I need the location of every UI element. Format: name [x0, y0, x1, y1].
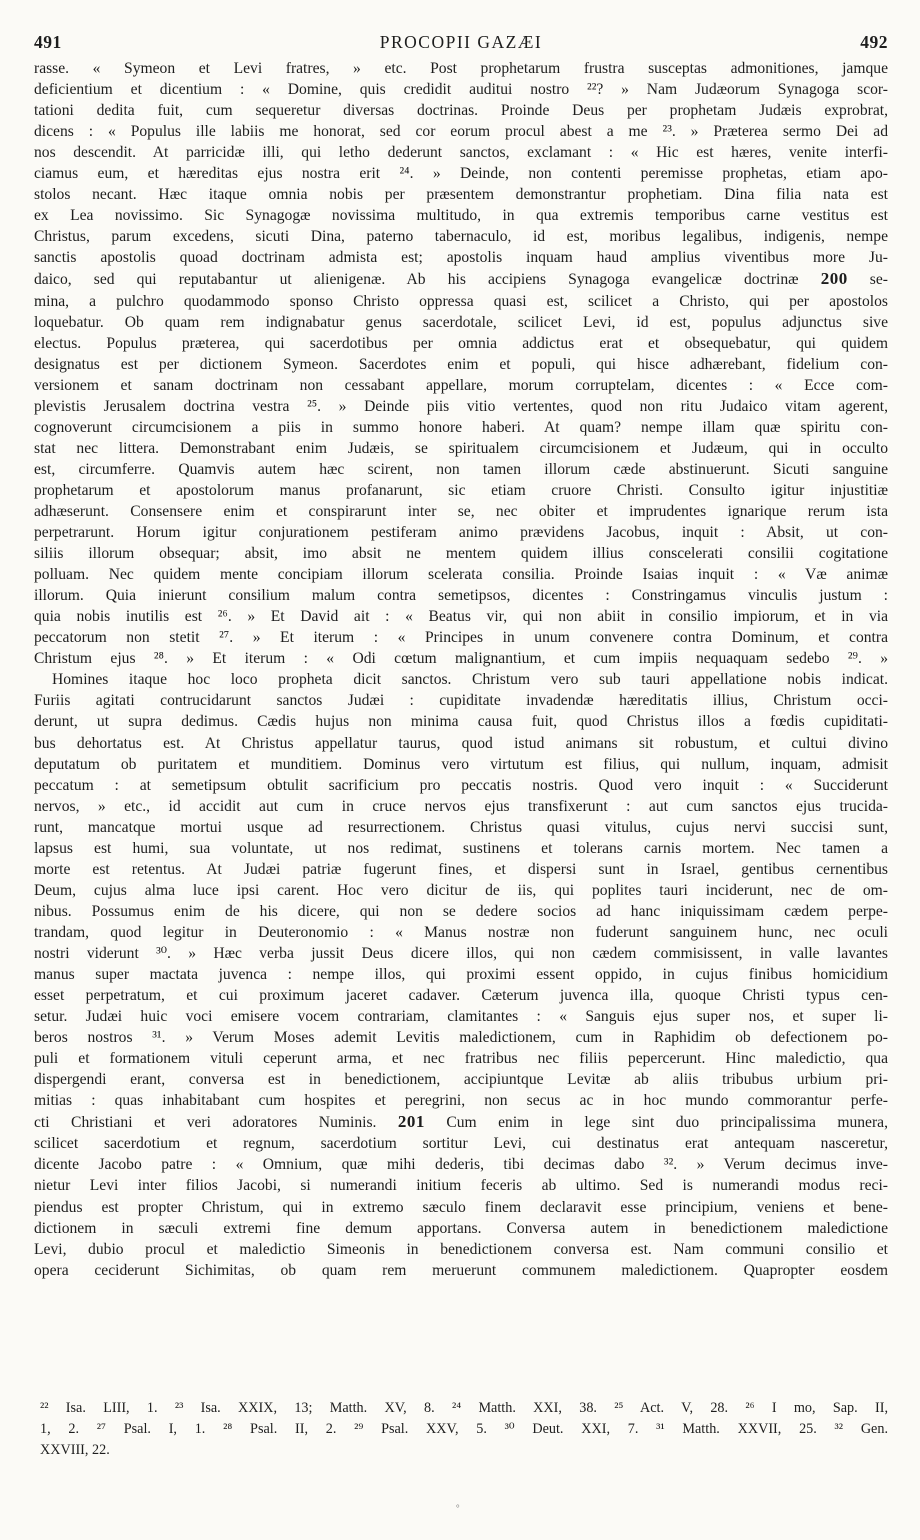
- text-line: bus dehortatus est. At Christus appellatur taurus, quod istud animans sit robustum, et cultui divino: [34, 734, 888, 752]
- text-line: ciamus eum, et hæreditas ejus nostra erit ²⁴. » Deinde, non contenti peremisse prophetas, etiam apo-: [34, 165, 888, 183]
- text-line: sanctis apostolis quoad doctrinam admista est; apostolis inquam haud amplius viventibus more Ju-: [34, 249, 888, 267]
- text-line: adhæserunt. Consensere enim et conspirarunt inter se, nec obiter et imprudentes ignarique rerum ista: [34, 502, 888, 520]
- text-line: versionem et sanam doctrinam non cessabant appellare, morum corruptelam, dicentes : « Ecce com-: [34, 376, 888, 394]
- running-title: PROCOPII GAZÆI: [379, 32, 543, 52]
- text-line: peccatum : at semetipsum obtulit sacrificium pro peccatis nostris. Quod vero inquit : « Succiderunt: [34, 776, 888, 794]
- text-line: mina, a pulchro quodammodo sponso Christo oppressa quasi est, scilicet a Christo, qui per apostolos: [34, 292, 888, 310]
- text-line: puli et formationem vituli ceperunt arma, et nec fratribus nec filiis pepercerunt. Hinc maledictio, qua: [34, 1050, 888, 1068]
- footnotes: [40, 1398, 888, 1461]
- text-line: illorum. Quia inierunt consilium malum contra semetipsos, dicentes : Constringamus vinculis justum :: [34, 587, 888, 605]
- main-text: [34, 58, 888, 1281]
- text-line: runt, mancatque mortui usque ad resurrectionem. Christus quasi vitulus, cujus nervi succisi sunt,: [34, 818, 888, 836]
- text-line: rasse. « Symeon et Levi fratres, » etc. Post prophetarum frustra susceptas admonitiones, jamque: [34, 60, 888, 77]
- text-line: peccatorum non stetit ²⁷. » Et iterum : « Principes in unum convenere contra Dominum, et contra: [34, 629, 888, 647]
- text-line: cognoverunt circumcisionem a piis in summo honore haberi. At quam? nempe illam quæ spiritu con-: [34, 418, 888, 436]
- text-line: nibus. Possumus enim de his dicere, qui non se dedere socios ad hanc iniquissimam cædem perpe-: [34, 902, 888, 920]
- text-line: prophetarum et apostolorum manus profanarunt, sic etiam cruore Christi. Consulto igitur injustitiæ: [34, 481, 888, 499]
- text-line: perpetrarunt. Horum igitur conjurationem pestiferam animo prævidens Jacobus, inquit : Absit, ut con-: [34, 524, 888, 542]
- text-line: est, circumferre. Quamvis autem hæc scirent, non tamen illorum cæde abstinuerunt. Sicuti sanguine: [34, 460, 888, 478]
- text-line: lapsus est humi, sua voluntate, ut nos redimat, sustinens et tolerans carnis mortem. Nec tamen a: [34, 839, 888, 857]
- text-line: piendus est propter Christum, qui in extremo sæculo finem declaravit esse principium, veniens et bene-: [34, 1198, 888, 1216]
- text-line: designatus est per dictionem Symeon. Sacerdotes enim et populi, qui hisce adhærebant, fidelium con-: [34, 355, 888, 373]
- running-header: [34, 32, 888, 56]
- text-line: dispergendi erant, conversa est in benedictionem, accipiuntque Levitæ ab aliis tribubus urbium pri-: [34, 1071, 888, 1089]
- text-line: tationi dedita fuit, cum sequeretur diversas doctrinas. Proinde Deus per prophetam Judæis exprobrat,: [34, 102, 888, 120]
- text-line: nervos, » etc., id accidit aut cum in cruce nervos ejus transfixerunt : aut cum sanctos ejus trucida-: [34, 797, 888, 815]
- text-line: deputatum ob puritatem et munditiem. Dominus vero virtutum est filius, qui nullum, inquam, admisit: [34, 755, 888, 773]
- text-line: siliis illorum obsequar; absit, imo absit ne mentem quidem illius conscelerati consilii cogitatione: [34, 545, 888, 563]
- text-line: stat nec littera. Demonstrabant enim Judæis, se spiritualem circumcisionem et Judæum, qui in occulto: [34, 439, 888, 457]
- text-line: esset perpetratum, et cui proximum jaceret cadaver. Cæterum juvenca illa, quoque Christi typus cen-: [34, 987, 888, 1005]
- text-line: dicens : « Populus ille labiis me honorat, sed cor eorum procul abest a me ²³. » Præterea sermo Dei ad: [34, 123, 888, 141]
- text-line: Deum, cujus alma luce ipsi carent. Hoc vero dicitur de iis, qui poplites tauri inciderunt, nec de om-: [34, 881, 888, 899]
- text-line: deficientium et dicentium : « Domine, quis credidit auditui nostro ²²? » Nam Judæorum Synagoga scor-: [34, 81, 888, 99]
- footnote-line: XXVIII, 22.: [40, 1442, 110, 1458]
- text-line: electus. Populus præterea, qui sacerdotibus per omnia addictus erat et obsequebatur, qui quidem: [34, 334, 888, 352]
- page-number-left: 491: [34, 32, 62, 52]
- text-line: ex Lea novissimo. Sic Synagogæ novissima multitudo, in qua extremis temporibus carne vestitus est: [34, 207, 888, 225]
- text-line: setur. Judæi huic voci emisere vocem contrariam, clamitantes : « Sanguis ejus super nos, et super li-: [34, 1008, 888, 1026]
- text-line: dicente Jacobo patre : « Omnium, quæ mihi dederis, tibi decimas dabo ³². » Verum decimus inve-: [34, 1156, 888, 1174]
- text-line: Furiis agitati contrucidarunt sanctos Judæi : cupiditate invadendæ hæreditatis illius, Christum occi-: [34, 692, 888, 710]
- text-line: morte est retentus. At Judæi patriæ fugerunt fines, et dispersi sunt in Israel, gentibus cernentibus: [34, 860, 888, 878]
- text-line: quia nobis inutilis est ²⁶. » Et David ait : « Beatus vir, qui non abiit in consilio impiorum, et in via: [34, 608, 888, 626]
- footnote-line: ²² Isa. LIII, 1. ²³ Isa. XXIX, 13; Matth. XV, 8. ²⁴ Matth. XXI, 38. ²⁵ Act. V, 28. ²⁶ I mo, Sap. II,: [40, 1400, 888, 1416]
- text-line: Homines itaque hoc loco propheta dicit sanctos. Christum vero sub tauri appellatione nobis indicat.: [52, 671, 888, 689]
- text-line: manus super mactata juvenca : nempe illos, qui proximi essent oppido, in cujus finibus homicidium: [34, 966, 888, 984]
- text-line: Christum ejus ²⁸. » Et iterum : « Odi cœtum malignantium, et cum impiis nequaquam sedebo ²⁹. »: [34, 650, 888, 668]
- print-mark: °: [456, 1503, 460, 1513]
- page-number-right: 492: [860, 32, 888, 52]
- text-line: trandam, quod legitur in Deuteronomio : « Manus nostræ non fuderunt sanguinem hunc, nec oculi: [34, 923, 888, 941]
- text-line: derunt, ut supra dedimus. Cædis hujus non minima causa fuit, quod Christus illos a fœdis cupiditati-: [34, 713, 888, 731]
- margin-page-number: 200: [820, 269, 848, 289]
- footnote-line: 1, 2. ²⁷ Psal. I, 1. ²⁸ Psal. II, 2. ²⁹ Psal. XXV, 5. ³⁰ Deut. XXI, 7. ³¹ Matth. XXVII, 25. ³² Gen.: [40, 1421, 888, 1437]
- text-line: polluam. Nec quidem mente concipiam illorum scelerata consilia. Proinde Isaias inquit : « Væ animæ: [34, 566, 888, 584]
- text-line: stolos necant. Hæc itaque omnia nobis per præsentem demonstrantur prophetiam. Dina filia nata est: [34, 186, 888, 204]
- text-line: nietur Levi inter filios Jacobi, si numerandi initium feceris ab ultimo. Sed is numerandi modus reci-: [34, 1177, 888, 1195]
- text-line: nostri viderunt ³⁰. » Hæc verba jussit Deus dicere illos, qui non cædem commisissent, in valle lavantes: [34, 944, 888, 962]
- text-line: dictionem in sæculi extremi fine demum apportans. Conversa autem in benedictionem maledictione: [34, 1219, 888, 1237]
- text-line: loquebatur. Ob quam rem indignabatur genus sacerdotale, scilicet Levi, id est, populus adjunctus sive: [34, 313, 888, 331]
- text-line: daico, sed qui reputabantur ut alienigenæ. Ab his accipiens Synagoga evangelicæ doctrinæ 200 se-: [34, 269, 888, 289]
- text-line: cti Christiani et veri adoratores Numinis. 201 Cum enim in lege sint duo principalissima munera,: [34, 1112, 888, 1132]
- text-line: Christus, parum excedens, sicuti Dina, paterno tabernaculo, id est, moribus legalibus, indigenis, nempe: [34, 228, 888, 246]
- text-line: Levi, dubio procul et maledictio Simeonis in benedictionem conversa est. Nam communi consilio et: [34, 1240, 888, 1258]
- text-line: scilicet sacerdotium et regnum, sacerdotium sortitur Levi, cui destinatus erat antequam nasceretur,: [34, 1135, 888, 1153]
- margin-page-number: 201: [397, 1112, 425, 1132]
- text-line: beros nostros ³¹. » Verum Moses ademit Levitis maledictionem, cum in Raphidim ob defectionem po-: [34, 1029, 888, 1047]
- text-line: opera ceciderunt Sichimitas, ob quam rem meruerunt communem maledictionem. Quapropter eosdem: [34, 1261, 888, 1279]
- text-line: plevistis Jerusalem doctrina vestra ²⁵. » Deinde piis vitio vertentes, quod non ritu Judaico vitam agerent,: [34, 397, 888, 415]
- text-line: nos descendit. At parricidæ illi, qui letho dederunt sanctos, exclamant : « Hic est hæres, venite interfi-: [34, 144, 888, 162]
- text-line: mitias : quas inhabitabant cum hospites et peregrini, non secus ac in hoc mundo commorantur perfe-: [34, 1092, 888, 1110]
